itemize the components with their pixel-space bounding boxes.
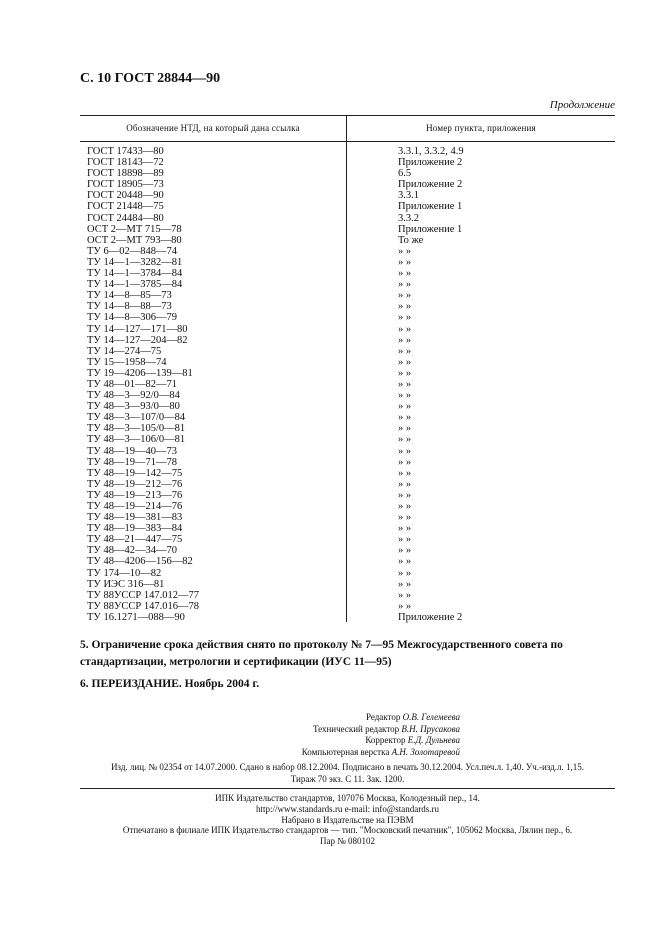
table-row-document: ТУ 88УССР 147.012—77 (87, 589, 200, 601)
table-row-document: ГОСТ 18898—89 (87, 168, 164, 180)
table-row-clause: 3.3.2 (398, 212, 419, 224)
table-row-document: ТУ 15—1958—74 (87, 356, 167, 368)
table-row-clause: » » (398, 412, 412, 424)
table-row-document: ТУ 48—19—213—76 (87, 489, 183, 501)
table-row-document: ТУ 174—10—82 (87, 567, 162, 579)
publisher-line: Пар № 080102 (319, 836, 376, 847)
credit-name: А.Н. Золотаревой (391, 746, 460, 757)
table-row-clause: » » (398, 523, 412, 535)
table-row-document: ТУ 14—8—85—73 (87, 290, 172, 302)
table-row-clause: 3.3.1, 3.3.2, 4.9 (398, 146, 464, 157)
table-row-document: ТУ 48—19—214—76 (87, 501, 183, 512)
table-row-clause: » » (398, 534, 412, 546)
publisher-line: ИПК Издательство стандартов, 107076 Москва, Колодезный пер., 14. (215, 793, 480, 803)
table-row-document: ТУ ИЭС 316—81 (87, 578, 165, 590)
credit-line (200, 747, 460, 759)
table-row-clause: » » (398, 345, 412, 357)
table-row-clause: » » (398, 378, 412, 390)
publisher-line: Набрано в Издательстве на ПЭВМ (281, 814, 414, 825)
table-row-clause: » » (398, 390, 412, 402)
continued-label: Продолжение (549, 99, 615, 111)
table-row-document: ТУ 48—4206—156—82 (87, 556, 193, 568)
table-row-document: ТУ 48—19—212—76 (87, 478, 183, 490)
table-top-rule (80, 115, 615, 116)
table-row-clause: » » (398, 323, 412, 335)
table-row-document: ТУ 16.1271—088—90 (87, 611, 185, 623)
table-row-document: ТУ 48—3—105/0—81 (87, 423, 186, 435)
table-row-clause: » » (398, 578, 412, 590)
table-row-clause: » » (398, 312, 412, 324)
table-row-document: ГОСТ 18905—73 (87, 179, 164, 191)
table-row-document: ТУ 48—3—92/0—84 (87, 390, 180, 402)
table-row-document: ТУ 48—3—93/0—80 (87, 401, 180, 413)
table-row-document: ТУ 14—274—75 (87, 345, 162, 357)
table-row-clause: Приложение 2 (398, 157, 463, 169)
table-row-clause: » » (398, 290, 412, 302)
table-row-document: ТУ 14—1—3282—81 (87, 256, 183, 268)
table-row-document: ТУ 48—42—34—70 (87, 545, 177, 557)
publisher-line: Отпечатано в филиале ИПК Издательство стандартов — тип. "Московский печатник", 105062 Москва, Лялин пер., 6. (122, 825, 573, 836)
table-row-clause: » » (398, 478, 412, 490)
table-row-clause: » » (398, 501, 412, 512)
table-row-document: ТУ 48—21—447—75 (87, 534, 183, 546)
table-row-clause: » » (398, 301, 412, 313)
table-row-document: ТУ 14—127—204—82 (87, 334, 188, 346)
page-header: С. 10 ГОСТ 28844—90 (80, 71, 221, 86)
table-row-clause: » » (398, 356, 412, 368)
table-row-document: ОСТ 2—МТ 793—80 (87, 234, 182, 246)
table-row-clause: Приложение 2 (398, 179, 463, 191)
item-5-text: 5. Ограничение срока действия снято по протоколу № 7—95 Межгосударственного совета по стандартизации, метрологии и сертификации (ИУС 11—95) (80, 639, 563, 668)
table-header-clause: Номер пункта, приложения (426, 123, 536, 133)
table-row-document: ТУ 48—01—82—71 (87, 378, 177, 390)
table-row-document: ТУ 14—1—3785—84 (87, 279, 183, 291)
table-row-document: ТУ 14—8—306—79 (87, 312, 177, 324)
credit-line (200, 735, 460, 747)
table-row-clause: » » (398, 489, 412, 501)
table-row-clause: » » (398, 434, 412, 446)
credit-role: Редактор (365, 712, 401, 722)
credit-line (200, 724, 460, 736)
table-row-document: ТУ 48—3—106/0—81 (87, 434, 186, 446)
credit-role: Корректор (365, 735, 406, 745)
imprint-rule (80, 788, 615, 789)
table-row-clause: » » (398, 556, 412, 568)
table-row-clause: » » (398, 367, 412, 379)
table-row-clause: То же (398, 234, 424, 246)
table-row-document: ТУ 48—19—142—75 (87, 467, 183, 479)
table-row-clause: » » (398, 467, 412, 479)
table-row-clause: » » (398, 423, 412, 435)
table-row-document: ТУ 19—4206—139—81 (87, 367, 193, 379)
table-row-clause: » » (398, 279, 412, 291)
table-row-clause: Приложение 1 (398, 201, 463, 213)
table-header-document: Обозначение НТД, на который дана ссылка (126, 123, 300, 133)
table-row-clause: Приложение 1 (398, 223, 463, 235)
table-row-clause: » » (398, 245, 412, 257)
credit-name: В.Н. Прусакова (401, 723, 460, 734)
table-row-clause: » » (398, 268, 412, 280)
table-row-document: ГОСТ 24484—80 (87, 212, 164, 224)
table-row-clause: » » (398, 334, 412, 346)
table-row-document: ТУ 6—02—848—74 (87, 245, 177, 257)
editorial-credits (200, 712, 460, 758)
table-row-document: ГОСТ 20448—90 (87, 190, 164, 202)
table-row-document: ТУ 48—3—107/0—84 (87, 412, 186, 424)
table-row-clause: » » (398, 445, 412, 457)
credit-name: О.В. Гелемеева (402, 712, 460, 722)
table-row-document: ТУ 48—19—40—73 (87, 445, 177, 457)
table-row-document: ГОСТ 18143—72 (87, 157, 164, 169)
table-row-document: ГОСТ 17433—80 (87, 146, 164, 157)
credit-name: Е.Д. Дульнева (407, 735, 460, 745)
table-row-clause: » » (398, 567, 412, 579)
item-6-text: 6. ПЕРЕИЗДАНИЕ. Ноябрь 2004 г. (80, 678, 260, 690)
table-row-clause: 3.3.1 (398, 190, 419, 202)
table-row-document: ТУ 48—19—383—84 (87, 523, 183, 535)
table-row-clause: » » (398, 401, 412, 413)
table-column-clauses (398, 146, 608, 623)
credit-role: Компьютерная верстка (301, 746, 390, 757)
table-row-clause: » » (398, 589, 412, 601)
table-row-document: ТУ 14—127—171—80 (87, 323, 188, 335)
table-row-clause: » » (398, 545, 412, 557)
table-row-clause: » » (398, 600, 412, 612)
table-column-divider (346, 115, 347, 622)
credit-line (200, 712, 460, 724)
table-column-documents (87, 146, 342, 623)
publisher-info (80, 793, 615, 847)
credit-role: Технический редактор (312, 723, 400, 734)
table-row-document: ТУ 48—19—71—78 (87, 456, 177, 468)
table-row-document: ГОСТ 21448—75 (87, 201, 164, 213)
table-row-document: ТУ 48—19—381—83 (87, 512, 183, 524)
table-row-clause: » » (398, 456, 412, 468)
table-row-document: ТУ 88УССР 147.016—78 (87, 600, 200, 612)
table-row-clause: 6.5 (398, 168, 412, 180)
table-row-document: ТУ 14—8—88—73 (87, 301, 172, 313)
table-row-clause: » » (398, 512, 412, 524)
imprint-line: Тираж 70 экз. С 11. Зак. 1200. (290, 773, 405, 784)
table-row-clause: » » (398, 256, 412, 268)
table-header-rule (80, 141, 615, 142)
table-row-document: ОСТ 2—МТ 715—78 (87, 223, 182, 235)
publisher-line: http://www.standards.ru e-mail: info@standards.ru (256, 803, 439, 814)
imprint-line: Изд. лиц. № 02354 от 14.07.2000. Сдано в набор 08.12.2004. Подписано в печать 30.12.2004. Усл.печ.л. 1,40. Уч.-изд.л. 1,15. (110, 762, 585, 772)
imprint-info (80, 762, 615, 785)
table-row-clause: Приложение 2 (398, 611, 463, 623)
table-row-document: ТУ 14—1—3784—84 (87, 268, 183, 280)
